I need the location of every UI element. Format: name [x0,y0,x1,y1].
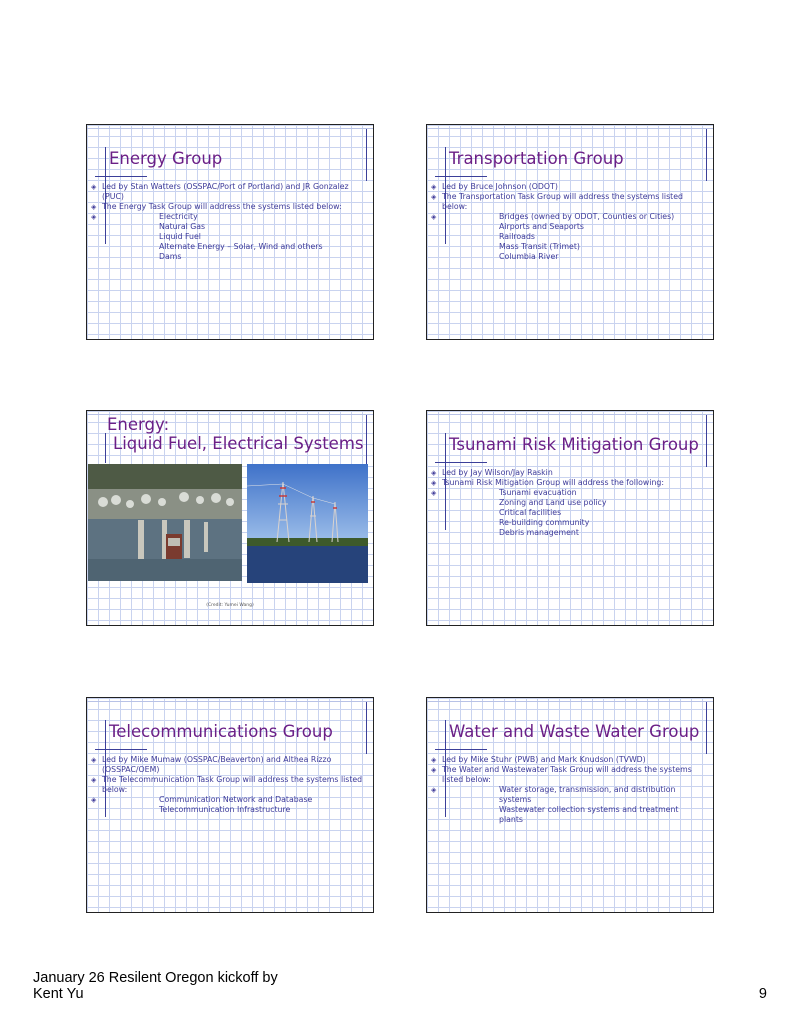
sub-list-container [431,785,709,825]
sub-item: Critical facilities [499,508,562,517]
sub-list-container [431,212,709,262]
sub-item: ◈ Communication Network and Database [159,795,313,804]
slide-tsunami-group [426,410,714,626]
slide-telecommunications-group [86,697,374,913]
slide-title [107,415,363,453]
sub-list [91,212,369,262]
bullet-item: ◈ Led by Mike Mumaw (OSSPAC/Beaverton) and Althea Rizzo (OSSPAC/OEM) [91,755,369,775]
divider [95,176,147,177]
bullet-list [431,468,709,538]
divider [87,701,373,702]
sub-list [431,212,709,262]
divider [706,415,707,467]
sub-item: Dams [159,252,182,261]
page-number: 9 [758,986,767,1002]
divider [435,749,487,750]
bullet-item: ◈ Led by Stan Watters (OSSPAC/Port of Portland) and JR Gonzalez (PUC) [91,182,369,202]
slide-energy-group [86,124,374,340]
bullet-item: ◈ The Water and Wastewater Task Group will address the systems listed below: [431,765,709,785]
sub-item: Debris management [499,528,579,537]
divider [427,128,713,129]
bullet-list [91,755,369,815]
divider [95,749,147,750]
divider [366,129,367,181]
sub-item: ◈ Electricity [159,212,198,221]
sub-item: Re-building community [499,518,590,527]
sub-item: Telecommunication Infrastructure [159,805,291,814]
sub-item: Wastewater collection systems and treatment plants [499,805,679,824]
divider [105,433,106,463]
port-aerial-photo [88,464,242,581]
divider [366,702,367,754]
sub-item: Liquid Fuel [159,232,201,241]
sub-item: Airports and Seaports [499,222,584,231]
sub-item: Railroads [499,232,535,241]
bullet-list [431,755,709,825]
slide-water-group [426,697,714,913]
divider [366,415,367,467]
sub-list [91,795,369,815]
photo-credit: (Credit: Yumei Wang) [206,603,254,608]
footer-line: January 26 Resilent Oregon kickoff by [33,970,278,986]
sub-item: ◈ Tsunami evacuation [499,488,577,497]
sub-item: ◈ Water storage, transmission, and distribution systems [499,785,676,804]
slide-title: Tsunami Risk Mitigation Group [449,435,699,454]
slide-title: Energy Group [109,149,223,168]
sub-list [431,488,709,538]
divider [706,702,707,754]
sub-list [431,785,709,825]
bullet-item: ◈ The Telecommunication Task Group will address the systems listed below: [91,775,369,795]
sub-list-container [431,488,709,538]
bullet-list [431,182,709,262]
divider [427,701,713,702]
bullet-item: ◈ The Transportation Task Group will address the systems listed below: [431,192,709,212]
slide-title-line: Liquid Fuel, Electrical Systems [113,434,364,453]
divider [427,414,713,415]
slide-title: Water and Waste Water Group [449,722,700,741]
divider [706,129,707,181]
bullet-item: ◈ Led by Jay Wilson/Jay Raskin [431,468,709,478]
sub-item: Alternate Energy – Solar, Wind and others [159,242,323,251]
divider [87,128,373,129]
bullet-list [91,182,369,262]
footer-line: Kent Yu [33,986,84,1002]
divider [435,462,487,463]
slide-title: Telecommunications Group [109,722,333,741]
bullet-item: ◈ Led by Mike Stuhr (PWB) and Mark Knudson (TVWD) [431,755,709,765]
sub-item: Natural Gas [159,222,206,231]
sub-item: Columbia River [499,252,559,261]
sub-item: ◈ Bridges (owned by ODOT, Counties or Cities) [499,212,675,221]
bullet-item: ◈ The Energy Task Group will address the systems listed below: [91,202,369,212]
slide-transportation-group [426,124,714,340]
sub-list-container [91,795,369,815]
slide-title: Transportation Group [449,149,624,168]
slide-title-line: Energy: [107,415,170,434]
bullet-item: ◈ Led by Bruce Johnson (ODOT) [431,182,709,192]
sub-item: Mass Transit (Trimet) [499,242,580,251]
sub-item: Zoning and Land use policy [499,498,607,507]
transmission-towers-photo [247,464,368,583]
page-footer [33,970,278,1002]
divider [435,176,487,177]
sub-list-container [91,212,369,262]
slide-energy-photos [86,410,374,626]
bullet-item: ◈ Tsunami Risk Mitigation Group will address the following: [431,478,709,488]
